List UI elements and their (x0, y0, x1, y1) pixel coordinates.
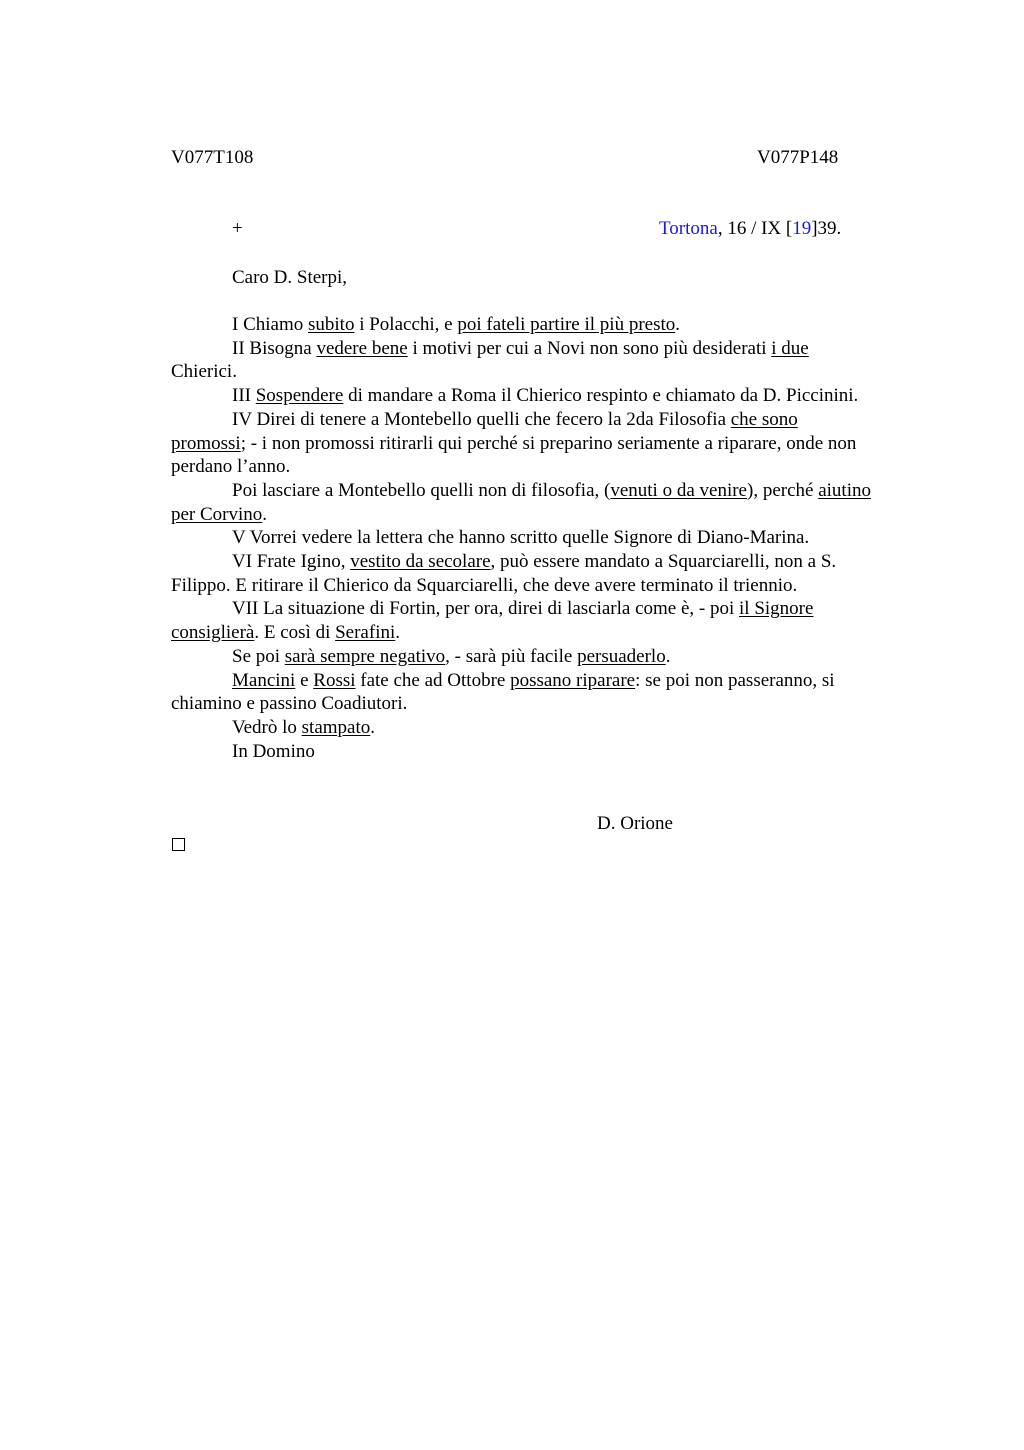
dateline-year-short[interactable]: 19 (792, 218, 812, 239)
paragraph-7-cont (171, 574, 941, 598)
p8-text-d: . E così di (254, 622, 336, 644)
paragraph-5 (171, 479, 941, 503)
p1-underlined-b: subito (308, 314, 355, 335)
signature: D. Orione (597, 813, 673, 834)
paragraph-3 (171, 384, 941, 408)
p8-text-a: VII La situazione di Fortin, per ora, direi di lasciarla come è, - poi (232, 598, 740, 620)
paragraph-8 (171, 597, 941, 621)
paragraph-11 (171, 716, 941, 740)
p6-text-a: V Vorrei vedere la lettera che hanno scritto quelle Signore di Diano-Marina. (232, 527, 810, 549)
p8-text-f: . (395, 622, 401, 644)
p10-underlined-c: Rossi (313, 669, 356, 691)
p4-text-a: IV Direi di tenere a Montebello quelli che fecero la 2da Filosofia (232, 408, 731, 430)
p7-text-a: VI Frate Igino, (232, 551, 351, 573)
p1-text-c: i Polacchi, e (354, 314, 458, 335)
p5-underlined-d: aiutino (818, 479, 871, 501)
p5-underlined-e: per Corvino (171, 503, 263, 525)
p2-underlined-d: i due (771, 337, 809, 359)
dateline-end: ]39. (811, 218, 842, 239)
p1-text-e: . (675, 314, 680, 335)
dateline-date: , 16 / IX [ (717, 218, 793, 239)
p9-underlined-b: sarà sempre negativo (284, 645, 446, 667)
paragraph-1 (171, 313, 941, 337)
p7-text-d: Filippo. E ritirare il Chierico da Squarciarelli, che deve avere terminato il triennio. (171, 574, 798, 596)
closing (171, 740, 941, 764)
p1-text-a: I Chiamo (232, 314, 308, 335)
paragraph-4 (171, 408, 941, 432)
p10-underlined-e: possano riparare (510, 669, 636, 691)
dateline-place[interactable]: Tortona (659, 218, 718, 239)
paragraph-2-cont (171, 360, 941, 384)
p9-text-a: Se poi (232, 645, 285, 667)
p5-text-c: ), perché (747, 479, 819, 501)
p10-text-d: fate che ad Ottobre (355, 669, 511, 691)
paragraph-6 (171, 526, 941, 550)
p4-text-e: perdano l’anno. (171, 456, 291, 478)
cross-mark: + (232, 218, 243, 239)
p11-text-c: . (370, 716, 376, 738)
p5-underlined-b: venuti o da venire (610, 479, 747, 501)
paragraph-7 (171, 550, 941, 574)
p8-underlined-e: Serafini (335, 622, 396, 644)
p3-text-a: III (232, 385, 256, 407)
end-mark-box-icon (172, 838, 185, 851)
p8-underlined-c: consiglierà (171, 622, 255, 644)
p10-underlined-a: Mancini (232, 669, 296, 691)
p7-underlined-b: vestito da secolare (350, 551, 491, 573)
p4-underlined-c: promossi (171, 432, 241, 454)
p7-text-c: , può essere mandato a Squarciarelli, non a S. (490, 551, 837, 573)
paragraph-2 (171, 337, 941, 361)
p11-text-a: Vedrò lo (232, 716, 302, 738)
salutation: Caro D. Sterpi, (232, 267, 348, 288)
paragraph-10 (171, 669, 941, 693)
p3-text-c: di mandare a Roma il Chierico respinto e chiamato da D. Piccinini. (343, 385, 859, 407)
dateline (659, 217, 841, 241)
paragraph-4-cont (171, 432, 941, 456)
p3-underlined-b: Sospendere (255, 385, 344, 407)
p2-text-e: Chierici. (171, 361, 237, 383)
p2-underlined-b: vedere bene (316, 337, 408, 359)
p4-text-d: ; - i non promossi ritirarli qui perché si preparino seriamente a riparare, onde non (240, 432, 857, 454)
p1-underlined-d: poi fateli partire il più presto (457, 314, 676, 335)
p2-text-a: II Bisogna (232, 337, 317, 359)
p8-underlined-b: il Signore (739, 598, 814, 620)
p2-text-c: i motivi per cui a Novi non sono più desiderati (407, 337, 772, 359)
p9-underlined-d: persuaderlo (577, 645, 666, 667)
p5-text-a: Poi lasciare a Montebello quelli non di filosofia, ( (232, 479, 611, 501)
document-code-right: V077P148 (757, 147, 839, 168)
p9-text-e: . (665, 645, 671, 667)
p5-text-f: . (262, 503, 268, 525)
p10-text-g: chiamino e passino Coadiutori. (171, 693, 408, 715)
paragraph-4-cont2 (171, 455, 941, 479)
paragraph-8-cont (171, 621, 941, 645)
p10-text-f: : se poi non passeranno, si (635, 669, 835, 691)
p10-text-b: e (295, 669, 314, 691)
paragraph-5-cont (171, 503, 941, 527)
paragraph-10-cont (171, 692, 941, 716)
document-code-left: V077T108 (171, 147, 254, 168)
p9-text-c: , - sarà più facile (445, 645, 578, 667)
paragraph-9 (171, 645, 941, 669)
closing-text: In Domino (232, 740, 315, 762)
p11-underlined-b: stampato (301, 716, 371, 738)
letter-body (171, 313, 941, 763)
p4-underlined-b: che sono (730, 408, 798, 430)
